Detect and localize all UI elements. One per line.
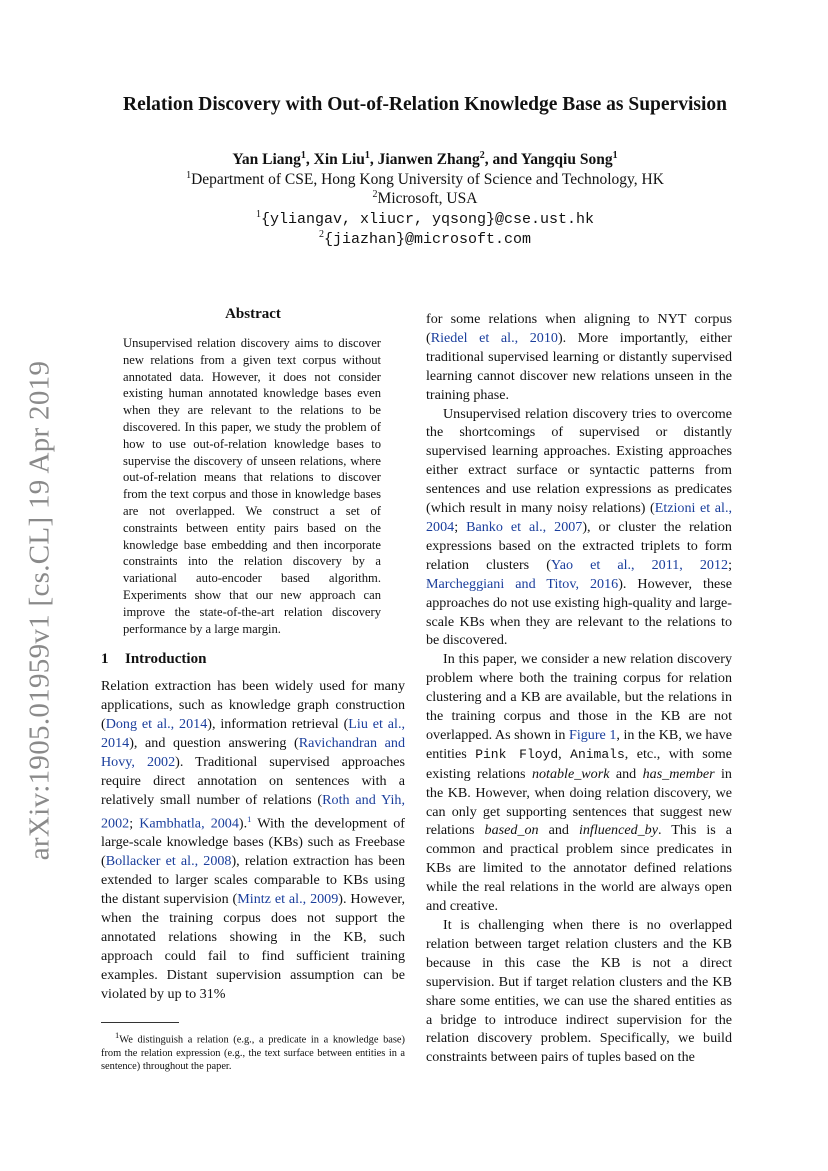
affiliation-mark: 1	[300, 149, 306, 161]
affiliation-mark: 1	[186, 169, 192, 181]
affiliation-1	[60, 170, 790, 190]
author-name: Jianwen Zhang	[377, 151, 480, 168]
paper-title: Relation Discovery with Out-of-Relation Knowledge Base as Supervision	[123, 94, 727, 115]
text-run: ). More importantly, either traditional supervised learning or distantly supervised learning cannot discover new relations unseen in the training phase.	[426, 329, 732, 403]
text-run: ;	[454, 518, 467, 535]
text-run: ;	[129, 815, 140, 832]
text-run: in the KB. However, when doing relation discovery, we can only get supporting sentences that suggest new relations	[426, 765, 732, 839]
text-run: ).	[238, 815, 248, 832]
right-paragraph-2	[426, 405, 732, 651]
text-run: ). However, these approaches do not use existing high-quality and large-scale KBs when they are relevant to the relations to be discovered.	[426, 575, 732, 649]
intro-paragraph-1	[101, 677, 405, 1003]
entity-name: Pink Floyd	[475, 746, 559, 762]
affiliation-text: Microsoft, USA	[377, 190, 478, 207]
citation-link[interactable]: Roth and Yih, 2002	[101, 791, 405, 832]
abstract-text: Unsupervised relation discovery aims to discover new relations from a given text corpus without annotated data. However, it does not consider existing human annotated knowledge bases even when they are relevant to the relations to be discovered. In this paper, we study the problem of how to use out-of-relation knowledge bases to supervise the discovery of unseen relations, where out-of-relation means that relations to discover from the text corpus and those in knowledge bases are not overlapped. We construct a set of constraints between entity pairs based on the knowledge base embedding and then incorporate constraints into the relation discovery by a variational auto-encoder based algorithm. Experiments show that our new approach can improve the state-of-the-art relation discovery performance by a large margin.	[123, 336, 381, 636]
text-run: , etc., with some existing relations	[426, 745, 732, 782]
footnote-text: We distinguish a relation (e.g., a predicate in a knowledge base) from the relation expression (e.g., the text surface between entities in a sentence) throughout the paper.	[101, 1034, 405, 1073]
affiliation-mark: 1	[255, 208, 261, 220]
email-text: {yliangav, xliucr, yqsong}@cse.ust.hk	[260, 210, 595, 228]
email-text: {jiazhan}@microsoft.com	[323, 231, 532, 248]
footnote-1	[101, 1029, 405, 1073]
affiliation-text: Department of CSE, Hong Kong University of Science and Technology, HK	[191, 170, 664, 188]
figure-link[interactable]: Figure 1	[568, 726, 617, 743]
entity-name: Animals	[570, 746, 625, 762]
relation-name: notable_work	[531, 765, 610, 782]
section-heading-introduction	[101, 651, 405, 668]
citation-link[interactable]: Mintz et al., 2009	[237, 891, 339, 907]
text-run: It is challenging when there is no overlapped relation between target relation clusters and the KB because in this case the KB is not a direct supervision. But if target relation clusters and the KB share some entities, we can use the shared entities as a bridge to introduce indirect supervision for the relation discovery problem. Specifically, we build constraints between pairs of tuples based on the	[426, 917, 732, 1066]
author-name: Yangqiu Song	[520, 151, 613, 168]
section-title: Introduction	[125, 651, 207, 668]
right-paragraph-1	[426, 310, 732, 405]
footnote-marker[interactable]: 1	[247, 813, 252, 824]
arxiv-identifier-text: arXiv:1905.01959v1 [cs.CL] 19 Apr 2019	[23, 360, 56, 860]
citation-link[interactable]: Marcheggiani and Titov, 2016	[426, 575, 619, 592]
author-names: Yan Liang$^1$, Xin Liu$^1$, Jianwen Zhang$^2$, and Yangqiu Song$^1$	[232, 149, 618, 168]
author-conjunction: and	[492, 151, 518, 168]
affiliation-mark: 2	[318, 228, 324, 240]
section-number: 1	[101, 651, 109, 668]
text-run: Relation extraction has been widely used for many applications, such as knowledge graph construction (	[101, 678, 405, 733]
text-run: and	[609, 765, 643, 782]
text-run: , in the KB, we have entities	[426, 726, 732, 762]
footnote-rule	[101, 1022, 179, 1023]
text-run: and	[538, 822, 579, 839]
citation-link[interactable]: Etzioni et al., 2004	[426, 500, 732, 535]
text-run: ), relation extraction has been extended to larger scales comparable to KBs using the distant supervision (	[101, 853, 405, 907]
text-run: . This is a common and practical problem since predicates in KBs are limited to the annotator defined relations while the real relations in the world are always open and creative.	[426, 822, 732, 915]
email-2	[60, 229, 790, 250]
text-run: Unsupervised relation discovery tries to overcome the shortcomings of supervised or distantly supervised learning approaches. Existing approaches either extract surface or syntactic patterns from sentences and use relation expressions as predicates (which result in many noisy relations) (	[426, 405, 732, 517]
text-run: In this paper, we consider a new relation discovery problem where both the training corpus for relation clustering and a KB are available, but the relations in the training corpus and those in the KB are not overlapped. As shown in	[426, 651, 732, 743]
text-run: With the development of large-scale knowledge bases (KBs) such as Freebase (	[101, 815, 405, 870]
relation-name: has_member	[642, 765, 715, 782]
affiliation-mark: 1	[364, 149, 370, 161]
author-name: Yan Liang	[232, 151, 301, 168]
arxiv-identifier	[23, 360, 57, 860]
affiliation-2	[60, 189, 790, 209]
text-run: ), or cluster the relation expressions based on the extracted triplets to form relation clusters (	[426, 518, 732, 573]
right-paragraph-4	[426, 916, 732, 1067]
citation-link[interactable]: Kambhatla, 2004	[139, 815, 239, 832]
text-run: ). Traditional supervised approaches require direct annotation on sentences with a relatively small number of relations (	[101, 753, 405, 808]
email-1	[60, 209, 790, 230]
text-run: ), information retrieval (	[207, 716, 349, 733]
text-run: ). However, when the training corpus does not support the annotated relations showing in the KB, such approach could fail to find sufficient training examples. Distant supervision assumption can be violated by up to 31%	[101, 891, 406, 1002]
citation-link[interactable]: Dong et al., 2014	[105, 716, 208, 733]
relation-name: influenced_by	[578, 822, 658, 839]
text-run: for some relations when aligning to NYT corpus (	[426, 311, 732, 346]
right-column	[426, 310, 732, 1067]
abstract-heading: Abstract	[225, 306, 281, 322]
left-column	[101, 306, 405, 1074]
footnote-mark: 1	[115, 1030, 120, 1041]
right-paragraph-3	[426, 650, 732, 916]
affiliation-mark: 2	[372, 188, 378, 200]
author-name: Xin Liu	[313, 151, 365, 168]
affiliation-mark: 2	[479, 149, 485, 161]
citation-link[interactable]: Yao et al., 2011, 2012	[550, 556, 729, 573]
text-run: ;	[728, 556, 732, 573]
citation-link[interactable]: Banko et al., 2007	[466, 518, 583, 535]
citation-link[interactable]: Riedel et al., 2010	[430, 329, 558, 346]
citation-link[interactable]: Liu et al., 2014	[101, 716, 406, 752]
text-run: ), and question answering (	[129, 735, 299, 752]
affiliation-mark: 1	[612, 149, 618, 161]
text-run: ,	[558, 745, 571, 762]
relation-name: based_on	[484, 822, 539, 839]
citation-link[interactable]: Bollacker et al., 2008	[105, 853, 232, 870]
citation-link[interactable]: Ravichandran and Hovy, 2002	[101, 735, 405, 770]
author-block	[60, 150, 790, 250]
